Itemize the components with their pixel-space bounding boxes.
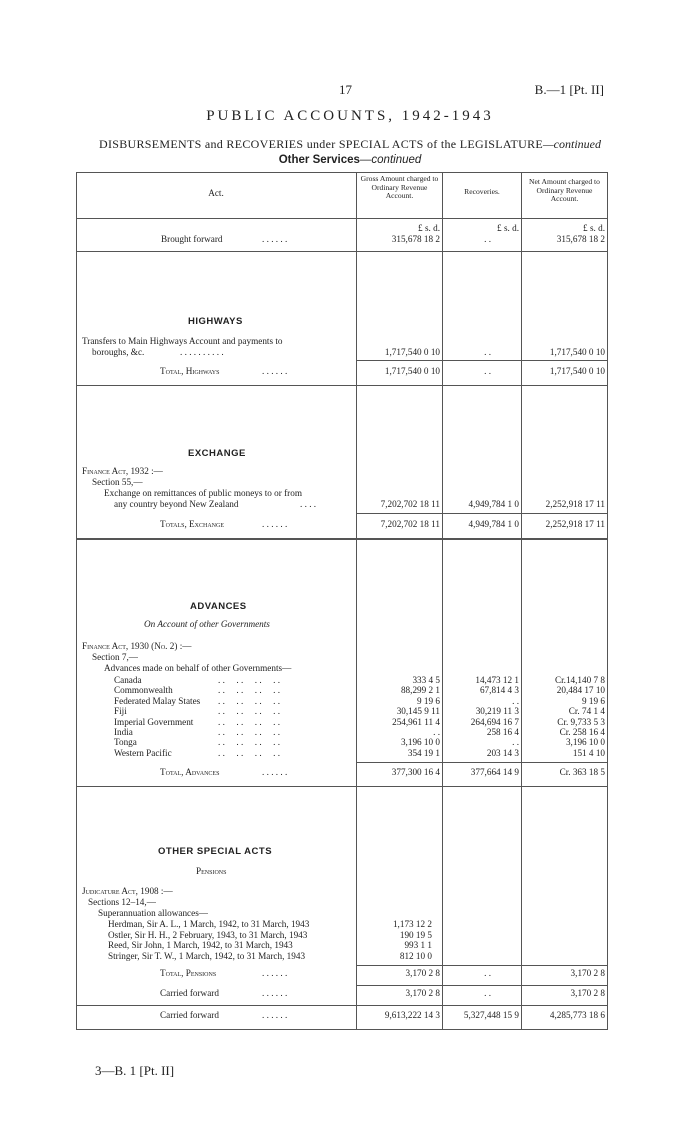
units-recoveries: £ s. d. bbox=[497, 223, 519, 233]
recoveries-value: 5,327,448 15 9 bbox=[463, 1010, 519, 1020]
column-header-recoveries: Recoveries. bbox=[464, 187, 500, 196]
government-name: Federated Malay States bbox=[114, 695, 201, 706]
net-value: 3,196 10 0 bbox=[565, 737, 605, 748]
act-reference: Finance Act, 1932 :— bbox=[82, 466, 163, 476]
leader-dots: . . . . . . . . bbox=[218, 716, 281, 727]
total-net: 1,717,540 0 10 bbox=[549, 366, 605, 376]
recoveries-value: 30,219 11 3 bbox=[475, 706, 519, 717]
total-gross: 377,300 16 4 bbox=[391, 767, 440, 777]
total-recoveries: 4,949,784 1 0 bbox=[468, 519, 519, 529]
pensioner-name: Ostler, Sir H. H., 2 February, 1943, to 31 March, 1943 bbox=[108, 929, 308, 940]
net-value: 4,285,773 18 6 bbox=[549, 1010, 605, 1020]
leader-dots: . . . . . . bbox=[262, 366, 288, 376]
total-net: 3,170 2 8 bbox=[570, 968, 605, 978]
total-label: Total, Pensions bbox=[160, 968, 217, 978]
gross-value: 1,717,540 0 10 bbox=[384, 347, 440, 357]
gross-value: 993 1 1 bbox=[404, 940, 432, 951]
column-header-act: Act. bbox=[208, 188, 224, 198]
section-heading-highways: HIGHWAYS bbox=[188, 316, 243, 327]
leader-dots: . . . . . . . . bbox=[218, 706, 281, 717]
act-reference: Judicature Act, 1908 :— bbox=[82, 886, 173, 896]
page-title: PUBLIC ACCOUNTS, 1942-1943 bbox=[206, 108, 494, 124]
government-name: Fiji bbox=[114, 706, 127, 717]
gross-value: 30,145 9 11 bbox=[396, 706, 440, 717]
recoveries-value: 4,949,784 1 0 bbox=[468, 499, 519, 509]
leader-dots: . . . . bbox=[300, 499, 317, 509]
leader-dots: . . . . . . bbox=[262, 519, 288, 529]
gross-value: 88,299 2 1 bbox=[400, 685, 440, 696]
gross-value: 254,961 11 4 bbox=[392, 716, 440, 727]
total-recoveries: 377,664 14 9 bbox=[470, 767, 519, 777]
section-heading-other-special-acts: OTHER SPECIAL ACTS bbox=[158, 846, 273, 857]
column-header-net: Net Amount charged to Ordinary Revenue Account. bbox=[529, 177, 600, 203]
section-subheading: On Account of other Governments bbox=[144, 619, 270, 629]
total-gross: 1,717,540 0 10 bbox=[384, 366, 440, 376]
leader-dots: . . . . . . bbox=[262, 968, 288, 978]
advances-intro: Advances made on behalf of other Governments— bbox=[104, 663, 292, 673]
total-gross: 3,170 2 8 bbox=[405, 968, 440, 978]
document-reference: B.—1 [Pt. II] bbox=[534, 82, 604, 97]
gross-value: 315,678 18 2 bbox=[391, 234, 440, 244]
net-value: Cr. 9,733 5 3 bbox=[557, 716, 605, 727]
net-value: 2,252,918 17 11 bbox=[545, 499, 605, 509]
net-value: 151 4 10 bbox=[572, 747, 605, 758]
total-label: Total, Advances bbox=[160, 767, 220, 777]
recoveries-value: . . bbox=[484, 234, 491, 244]
gross-value: 3,196 10 0 bbox=[400, 737, 440, 748]
section-reference: Section 55,— bbox=[92, 477, 143, 487]
government-name: Canada bbox=[114, 675, 142, 685]
recoveries-value: . . bbox=[484, 347, 491, 357]
leader-dots: . . . . . . bbox=[262, 988, 288, 998]
total-net: Cr. 363 18 5 bbox=[559, 767, 605, 777]
gross-value: 7,202,702 18 11 bbox=[380, 499, 440, 509]
section-reference: Sections 12–14,— bbox=[88, 897, 156, 907]
leader-dots: . . . . . . bbox=[262, 767, 288, 777]
total-label: Total, Highways bbox=[160, 366, 220, 376]
pensioner-name: Herdman, Sir A. L., 1 March, 1942, to 31 March, 1943 bbox=[108, 919, 310, 929]
gross-value: . . bbox=[433, 727, 440, 737]
government-name: India bbox=[114, 727, 133, 737]
gross-value: 1,173 12 2 bbox=[392, 919, 432, 929]
leader-dots: . . . . . . bbox=[262, 234, 288, 244]
recoveries-value: 258 16 4 bbox=[486, 727, 519, 737]
section-subheading: Pensions bbox=[196, 866, 227, 876]
row-label: Carried forward bbox=[160, 988, 219, 998]
page-footer-reference: 3—B. 1 [Pt. II] bbox=[95, 1063, 175, 1078]
net-value: 315,678 18 2 bbox=[556, 234, 605, 244]
leader-dots: . . . . . . bbox=[262, 1010, 288, 1020]
recoveries-value: . . bbox=[484, 988, 491, 998]
net-value: 1,717,540 0 10 bbox=[549, 347, 605, 357]
page-number: 17 bbox=[339, 82, 352, 97]
gross-value: 9 19 6 bbox=[417, 695, 440, 706]
total-recoveries: . . bbox=[484, 366, 491, 376]
gross-value: 3,170 2 8 bbox=[405, 988, 440, 998]
leader-dots: . . . . . . . . bbox=[218, 747, 281, 758]
government-name: Imperial Government bbox=[114, 716, 194, 727]
leader-dots: . . . . . . . . . . bbox=[180, 347, 224, 357]
leader-dots: . . . . . . . . bbox=[218, 675, 281, 685]
total-gross: 7,202,702 18 11 bbox=[380, 519, 440, 529]
leader-dots: . . . . . . . . bbox=[218, 685, 281, 696]
gross-value: 190 19 5 bbox=[399, 929, 432, 940]
pensioner-name: Stringer, Sir T. W., 1 March, 1942, to 31 March, 1943 bbox=[108, 950, 306, 961]
recoveries-value: . . bbox=[512, 737, 519, 748]
section-heading-advances: ADVANCES bbox=[190, 601, 247, 612]
gross-value: 9,613,222 14 3 bbox=[384, 1010, 440, 1020]
row-label: Brought forward bbox=[161, 234, 223, 244]
net-value: Cr.14,140 7 8 bbox=[554, 675, 605, 685]
leader-dots: . . . . . . . . bbox=[218, 727, 281, 737]
total-net: 2,252,918 17 11 bbox=[545, 519, 605, 529]
leader-dots: . . . . . . . . bbox=[218, 737, 281, 748]
section-heading-exchange: EXCHANGE bbox=[188, 448, 246, 459]
recoveries-value: 67,814 4 3 bbox=[479, 685, 519, 696]
government-name: Commonwealth bbox=[114, 685, 173, 696]
net-value: Cr. 258 16 4 bbox=[559, 727, 605, 737]
pensioner-name: Reed, Sir John, 1 March, 1942, to 31 March, 1943 bbox=[108, 940, 293, 951]
gross-value: 812 10 0 bbox=[399, 950, 432, 961]
row-label-line1: Transfers to Main Highways Account and payments to bbox=[82, 336, 283, 346]
table-title: DISBURSEMENTS and RECOVERIES under SPECIAL ACTS of the LEGISLATURE—continued bbox=[98, 137, 602, 151]
row-label: Carried forward bbox=[160, 1010, 219, 1020]
section-reference: Section 7,— bbox=[92, 652, 138, 662]
gross-value: 354 19 1 bbox=[407, 747, 440, 758]
leader-dots: . . . . . . . . bbox=[218, 695, 281, 706]
recoveries-value: 203 14 3 bbox=[486, 747, 519, 758]
net-value: 20,484 17 10 bbox=[556, 685, 605, 696]
total-label: Totals, Exchange bbox=[160, 519, 225, 529]
pensions-intro: Superannuation allowances— bbox=[98, 908, 208, 918]
row-label-line2: any country beyond New Zealand bbox=[114, 499, 239, 509]
recoveries-value: . . bbox=[512, 695, 519, 706]
net-value: 3,170 2 8 bbox=[570, 988, 605, 998]
row-label-line1: Exchange on remittances of public moneys to or from bbox=[104, 488, 302, 498]
recoveries-value: 264,694 16 7 bbox=[470, 716, 519, 727]
column-header-gross: Gross Amount charged to Ordinary Revenue Account. bbox=[360, 174, 439, 200]
gross-value: 333 4 5 bbox=[412, 675, 440, 685]
units-net: £ s. d. bbox=[583, 223, 605, 233]
row-label-line2: boroughs, &c. bbox=[92, 347, 145, 357]
act-reference: Finance Act, 1930 (No. 2) :— bbox=[82, 641, 192, 651]
government-name: Tonga bbox=[114, 737, 137, 748]
table-subtitle: Other Services—continued bbox=[278, 154, 422, 166]
recoveries-value: 14,473 12 1 bbox=[475, 675, 519, 685]
net-value: 9 19 6 bbox=[582, 695, 605, 706]
total-recoveries: . . bbox=[484, 968, 491, 978]
government-name: Western Pacific bbox=[114, 747, 172, 758]
net-value: Cr. 74 1 4 bbox=[568, 706, 605, 717]
units-gross: £ s. d. bbox=[418, 223, 440, 233]
